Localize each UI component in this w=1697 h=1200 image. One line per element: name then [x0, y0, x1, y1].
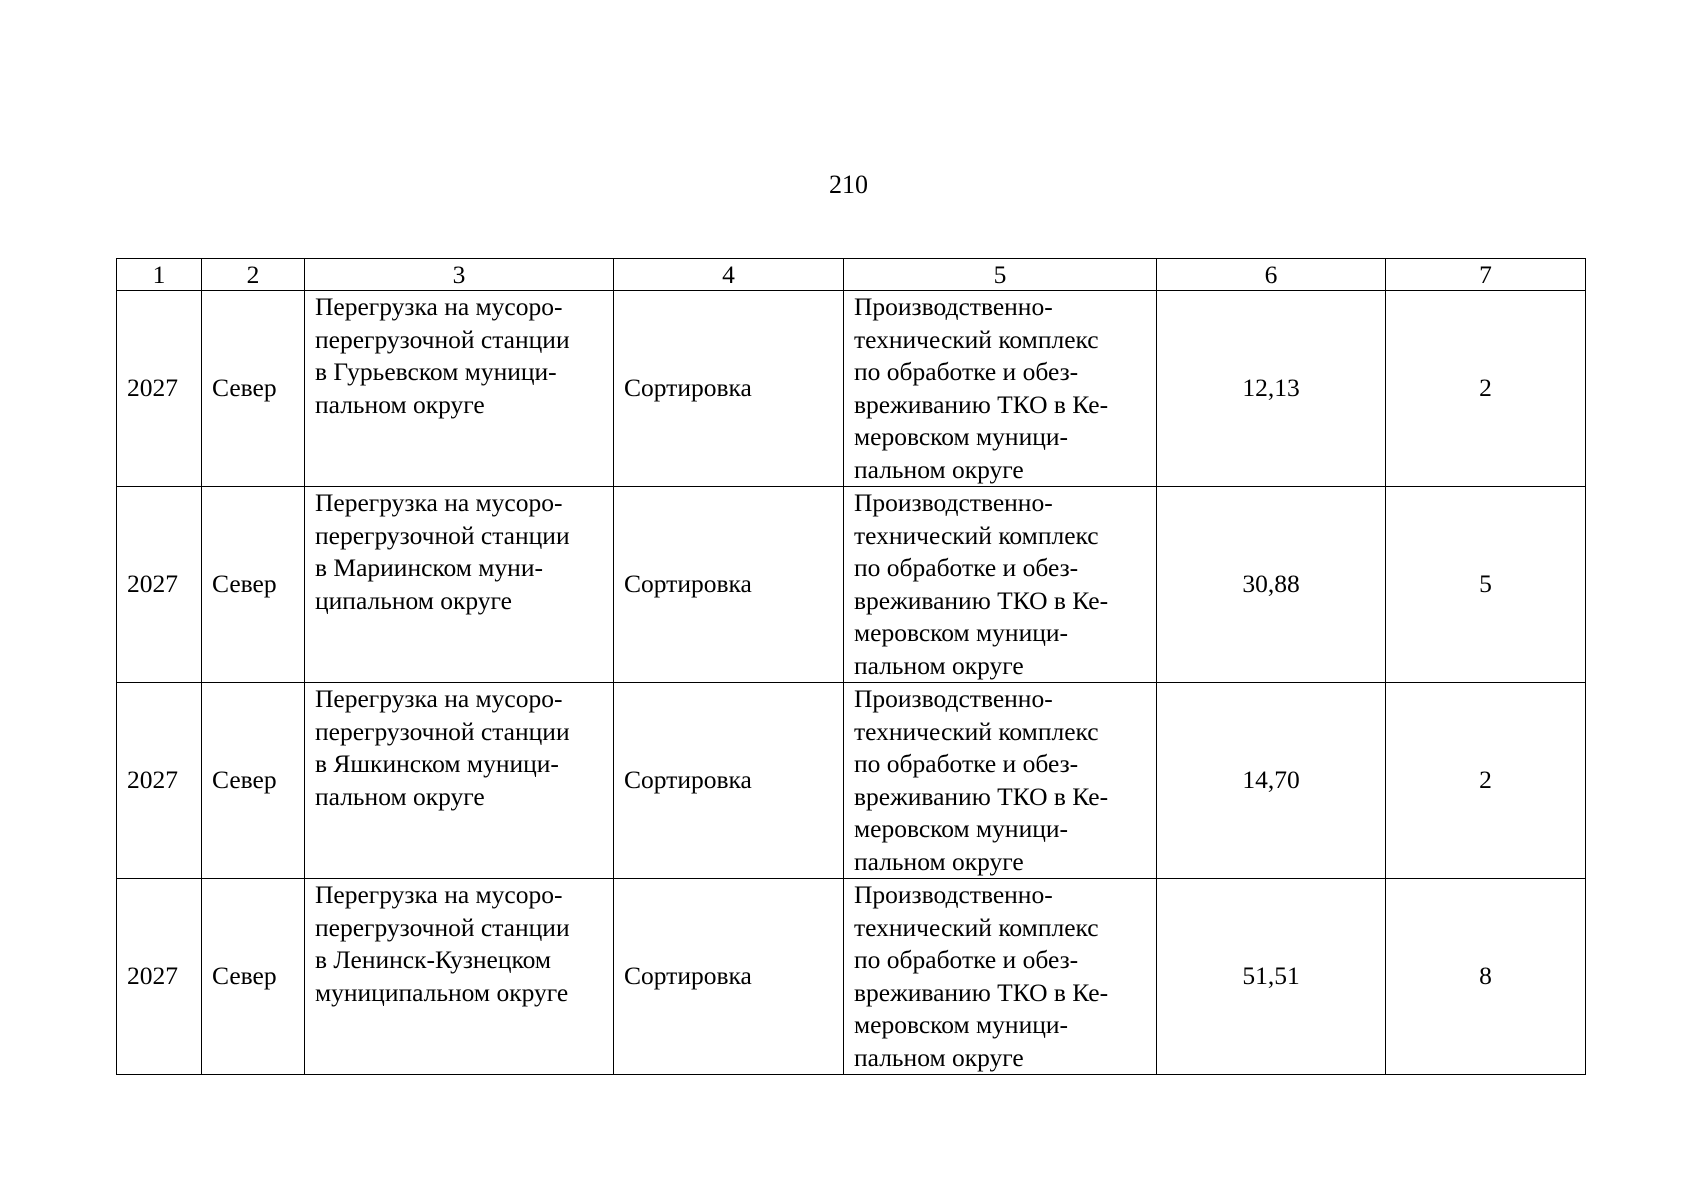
table-row — [117, 879, 1586, 1075]
year-cell: 2027 — [117, 683, 202, 879]
volume-cell: 14,70 — [1157, 683, 1386, 879]
count-cell: 2 — [1386, 291, 1586, 487]
count-cell: 5 — [1386, 487, 1586, 683]
header-cell: 2 — [202, 259, 305, 291]
volume-cell: 30,88 — [1157, 487, 1386, 683]
page-number: 210 — [829, 170, 868, 199]
year-cell: 2027 — [117, 487, 202, 683]
count-cell: 2 — [1386, 683, 1586, 879]
zone-cell: Север — [202, 879, 305, 1075]
destination-cell: Производственно- технический комплекс по обработке и обез- вреживанию ТКО в Ке- меровском муници- пальном округе — [844, 487, 1157, 683]
source-cell: Перегрузка на мусоро- перегрузочной станции в Ленинск-Кузнецком муниципальном округе — [305, 879, 614, 1075]
header-cell: 4 — [614, 259, 844, 291]
data-table — [116, 258, 1586, 1075]
destination-cell: Производственно- технический комплекс по обработке и обез- вреживанию ТКО в Ке- меровском муници- пальном округе — [844, 291, 1157, 487]
header-cell: 1 — [117, 259, 202, 291]
source-cell: Перегрузка на мусоро- перегрузочной станции в Гурьевском муници- пальном округе — [305, 291, 614, 487]
header-cell: 5 — [844, 259, 1157, 291]
table-row — [117, 487, 1586, 683]
table-header-row — [117, 259, 1586, 291]
zone-cell: Север — [202, 291, 305, 487]
count-cell: 8 — [1386, 879, 1586, 1075]
year-cell: 2027 — [117, 291, 202, 487]
operation-cell: Сортировка — [614, 487, 844, 683]
table-row — [117, 291, 1586, 487]
operation-cell: Сортировка — [614, 291, 844, 487]
operation-cell: Сортировка — [614, 683, 844, 879]
zone-cell: Север — [202, 487, 305, 683]
operation-cell: Сортировка — [614, 879, 844, 1075]
header-cell: 3 — [305, 259, 614, 291]
table-row — [117, 683, 1586, 879]
destination-cell: Производственно- технический комплекс по обработке и обез- вреживанию ТКО в Ке- меровском муници- пальном округе — [844, 879, 1157, 1075]
year-cell: 2027 — [117, 879, 202, 1075]
destination-cell: Производственно- технический комплекс по обработке и обез- вреживанию ТКО в Ке- меровском муници- пальном округе — [844, 683, 1157, 879]
source-cell: Перегрузка на мусоро- перегрузочной станции в Яшкинском муници- пальном округе — [305, 683, 614, 879]
volume-cell: 51,51 — [1157, 879, 1386, 1075]
header-cell: 7 — [1386, 259, 1586, 291]
volume-cell: 12,13 — [1157, 291, 1386, 487]
header-cell: 6 — [1157, 259, 1386, 291]
zone-cell: Север — [202, 683, 305, 879]
source-cell: Перегрузка на мусоро- перегрузочной станции в Мариинском муни- ципальном округе — [305, 487, 614, 683]
